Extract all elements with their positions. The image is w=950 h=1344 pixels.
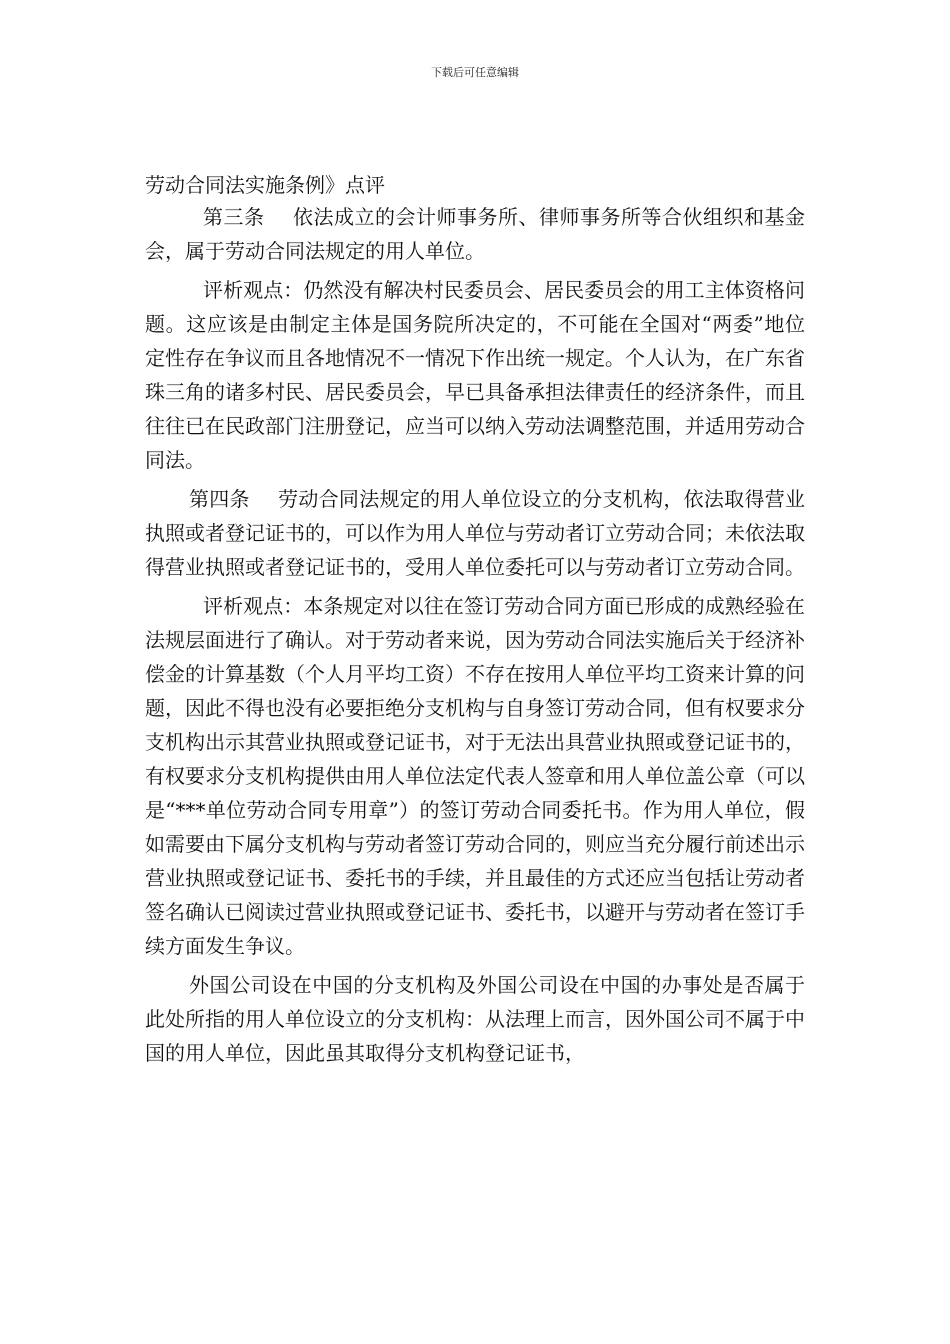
article-3-commentary: 评析观点：仍然没有解决村民委员会、居民委员会的用工主体资格问题。这应该是由制定主体是国务院所决定的，不可能在全国对“两委”地位定性存在争议而且各地情况不一情况下作出统一规定。个人认为，在广东省珠三角的诸多村民、居民委员会，早已具备承担法律责任的经济条件，而且往往已在民政部门注册登记，应当可以纳入劳动法调整范围，并适用劳动合同法。 bbox=[145, 278, 805, 472]
article-4-paragraph bbox=[145, 482, 805, 584]
foreign-branch-paragraph: 外国公司设在中国的分支机构及外国公司设在中国的办事处是否属于此处所指的用人单位设立的分支机构：从法理上而言，因外国公司不属于中国的用人单位，因此虽其取得分支机构登记证书， bbox=[145, 973, 805, 1065]
article-4-text: 劳动合同法规定的用人单位设立的分支机构，依法取得营业执照或者登记证书的，可以作为用人单位与劳动者订立劳动合同；未依法取得营业执照或者登记证书的，受用人单位委托可以与劳动者订立劳动合同。 bbox=[145, 487, 806, 579]
article-3-text: 依法成立的会计师事务所、律师事务所等合伙组织和基金会，属于劳动合同法规定的用人单位。 bbox=[145, 205, 805, 263]
article-4-label: 第四条 bbox=[189, 487, 250, 511]
article-4-commentary: 评析观点：本条规定对以往在签订劳动合同方面已形成的成熟经验在法规层面进行了确认。对于劳动者来说，因为劳动合同法实施后关于经济补偿金的计算基数（个人月平均工资）不存在按用人单位平均工资来计算的问题，因此不得也没有必要拒绝分支机构与自身签订劳动合同，但有权要求分支机构出示其营业执照或登记证书，对于无法出具营业执照或登记证书的，有权要求分支机构提供由用人单位法定代表人签章和用人单位盖公章（可以是“***单位劳动合同专用章”）的签订劳动合同委托书。作为用人单位，假如需要由下属分支机构与劳动者签订劳动合同的，则应当充分履行前述出示营业执照或登记证书、委托书的手续，并且最佳的方式还应当包括让劳动者签名确认已阅读过营业执照或登记证书、委托书，以避开与劳动者在签订手续方面发生争议。 bbox=[145, 594, 805, 958]
article-3-label: 第三条 bbox=[203, 205, 265, 229]
document-title: 劳动合同法实施条例》点评 bbox=[145, 173, 385, 197]
document-body bbox=[145, 170, 805, 1075]
article-3-paragraph bbox=[145, 200, 805, 268]
header-note: 下载后可任意编辑 bbox=[431, 66, 519, 79]
